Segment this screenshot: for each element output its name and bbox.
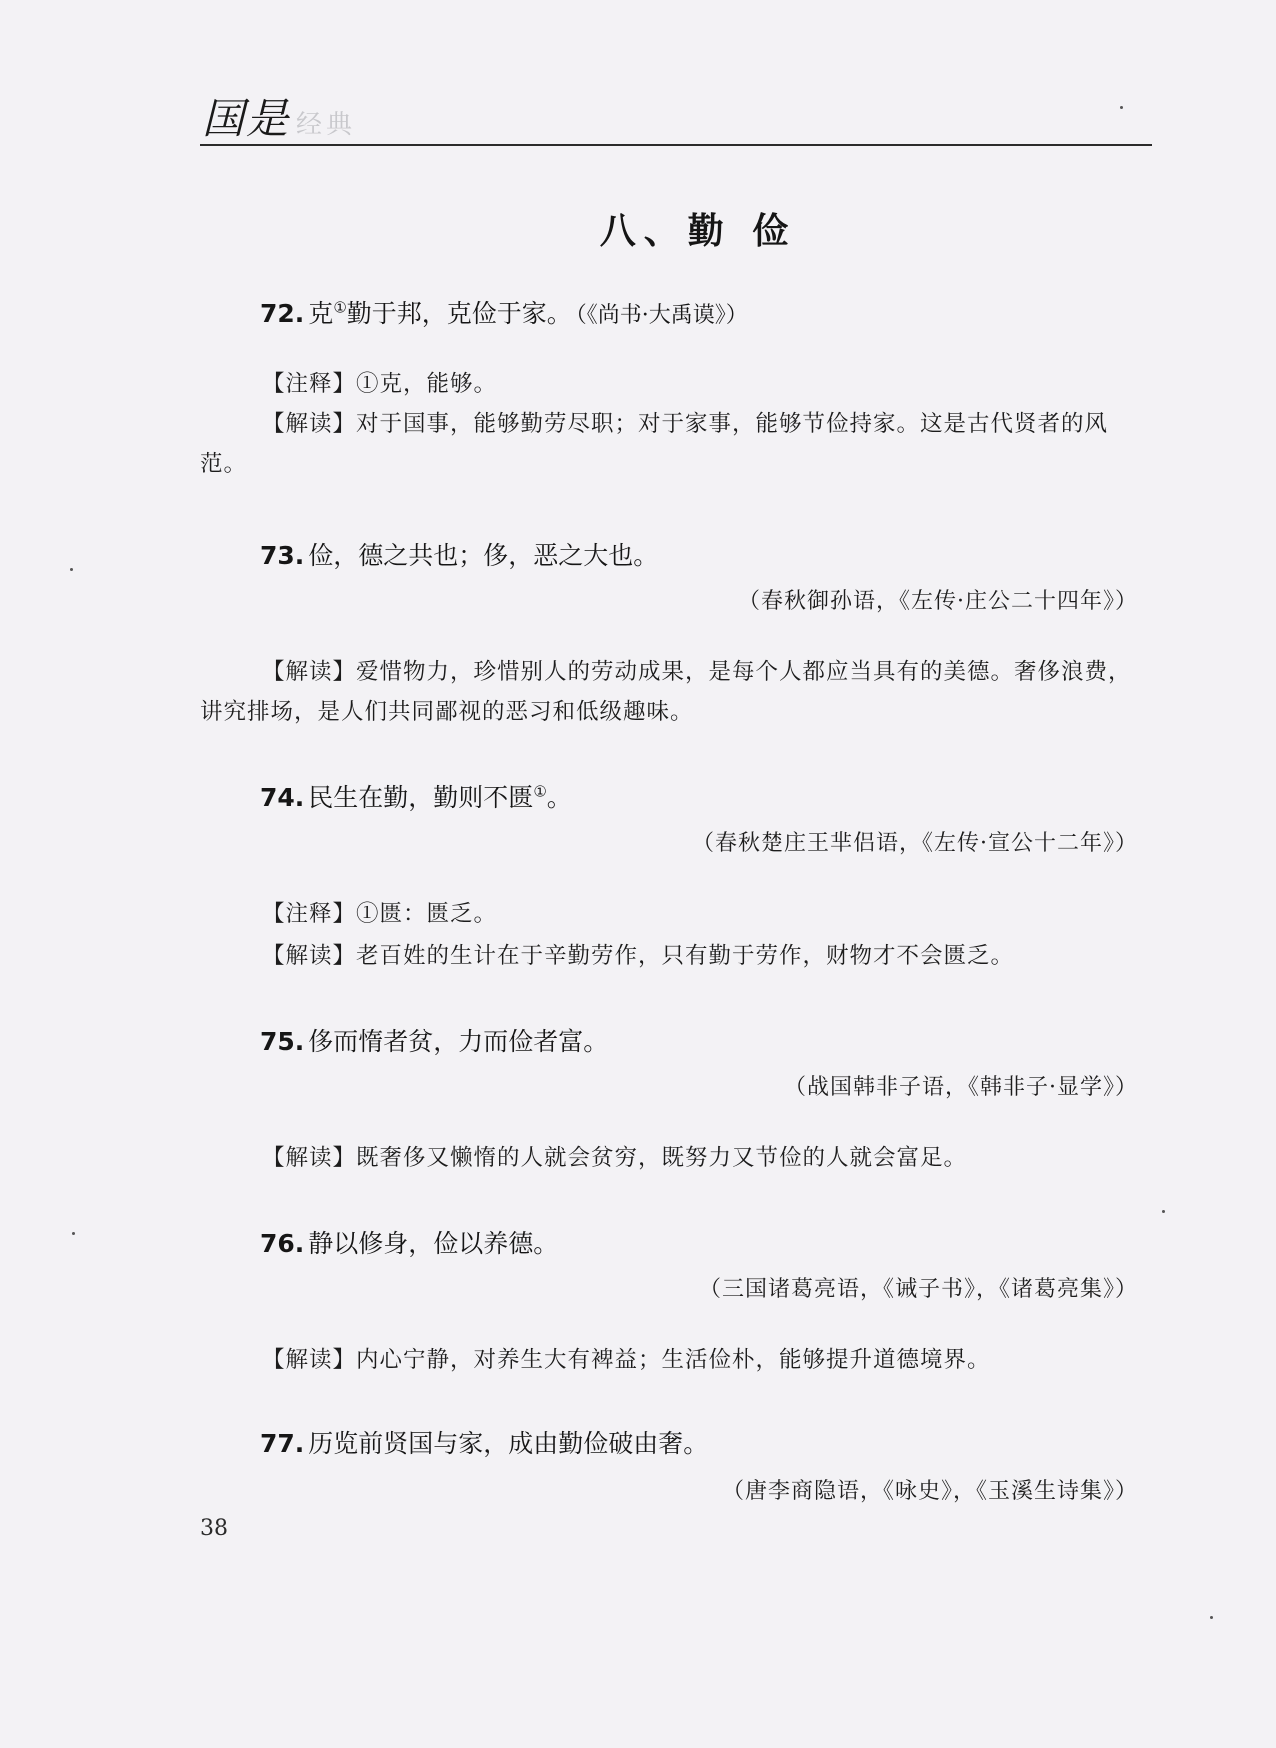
entry-72-quote — [260, 294, 748, 330]
quote-text: 民生在勤，勤则不匮 — [308, 783, 534, 812]
header-brand-faint-text: 经典 — [296, 110, 357, 140]
entry-73-source: （春秋御孙语，《左传·庄公二十四年》） — [738, 589, 1138, 614]
entry-75-reading: 【解读】既奢侈又懒惰的人就会贫穷，既努力又节俭的人就会富足。 — [262, 1145, 968, 1171]
quote-text: 历览前贤国与家，成由勤俭破由奢。 — [308, 1429, 709, 1458]
footnote-marker: ① — [333, 298, 347, 317]
entry-number: 75. — [260, 1027, 305, 1056]
quote-text: 侈而惰者贫，力而俭者富。 — [308, 1027, 609, 1056]
scan-speck — [72, 1232, 75, 1235]
header-brand-logo — [202, 94, 357, 143]
scan-speck — [70, 568, 73, 571]
entry-75-source: （战国韩非子语，《韩非子·显学》） — [784, 1075, 1138, 1100]
entry-74-note: 【注释】①匮：匮乏。 — [262, 901, 498, 927]
entry-72-reading: 【解读】对于国事，能够勤劳尽职；对于家事，能够节俭持家。这是古代贤者的风范。 — [200, 411, 1109, 477]
quote-text: 俭，德之共也；侈，恶之大也。 — [308, 541, 659, 570]
scan-speck — [1120, 106, 1123, 109]
entry-number: 76. — [260, 1229, 305, 1258]
entry-73-reading: 【解读】爱惜物力，珍惜别人的劳动成果，是每个人都应当具有的美德。奢侈浪费，讲究排场，是人们共同鄙视的恶习和低级趣味。 — [200, 659, 1132, 725]
quote-text: 克 — [308, 299, 334, 328]
footnote-marker: ① — [533, 782, 547, 801]
entry-74-quote — [260, 778, 572, 814]
scan-speck — [1210, 1616, 1213, 1619]
chapter-title: 八、勤 俭 — [599, 211, 797, 252]
entry-number: 74. — [260, 783, 305, 812]
quote-text: 勤于邦，克俭于家。 — [346, 299, 572, 328]
entry-75-quote — [260, 1022, 608, 1058]
entry-77-quote — [260, 1424, 708, 1460]
entry-76-quote — [260, 1224, 558, 1260]
header-brand-text: 国是 — [202, 94, 291, 143]
entry-74-reading: 【解读】老百姓的生计在于辛勤劳作，只有勤于劳作，财物才不会匮乏。 — [262, 943, 1015, 969]
entry-73-quote — [260, 536, 658, 572]
entry-76-reading: 【解读】内心宁静，对养生大有裨益；生活俭朴，能够提升道德境界。 — [262, 1347, 991, 1373]
entry-source: （《尚书·大禹谟》） — [575, 303, 748, 328]
entry-number: 73. — [260, 541, 305, 570]
scan-speck — [1162, 1210, 1165, 1213]
page-number: 38 — [200, 1516, 228, 1541]
entry-77-source: （唐李商隐语，《咏史》，《玉溪生诗集》） — [721, 1479, 1138, 1504]
entry-number: 72. — [260, 299, 305, 328]
quote-text: 。 — [546, 783, 572, 812]
entry-72-note: 【注释】①克，能够。 — [262, 371, 498, 397]
entry-74-source: （春秋楚庄王芈侣语，《左传·宣公十二年》） — [692, 831, 1138, 856]
entry-number: 77. — [260, 1429, 305, 1458]
quote-text: 静以修身，俭以养德。 — [308, 1229, 559, 1258]
running-header — [200, 78, 1152, 146]
entry-76-source: （三国诸葛亮语，《诫子书》，《诸葛亮集》） — [698, 1277, 1138, 1302]
